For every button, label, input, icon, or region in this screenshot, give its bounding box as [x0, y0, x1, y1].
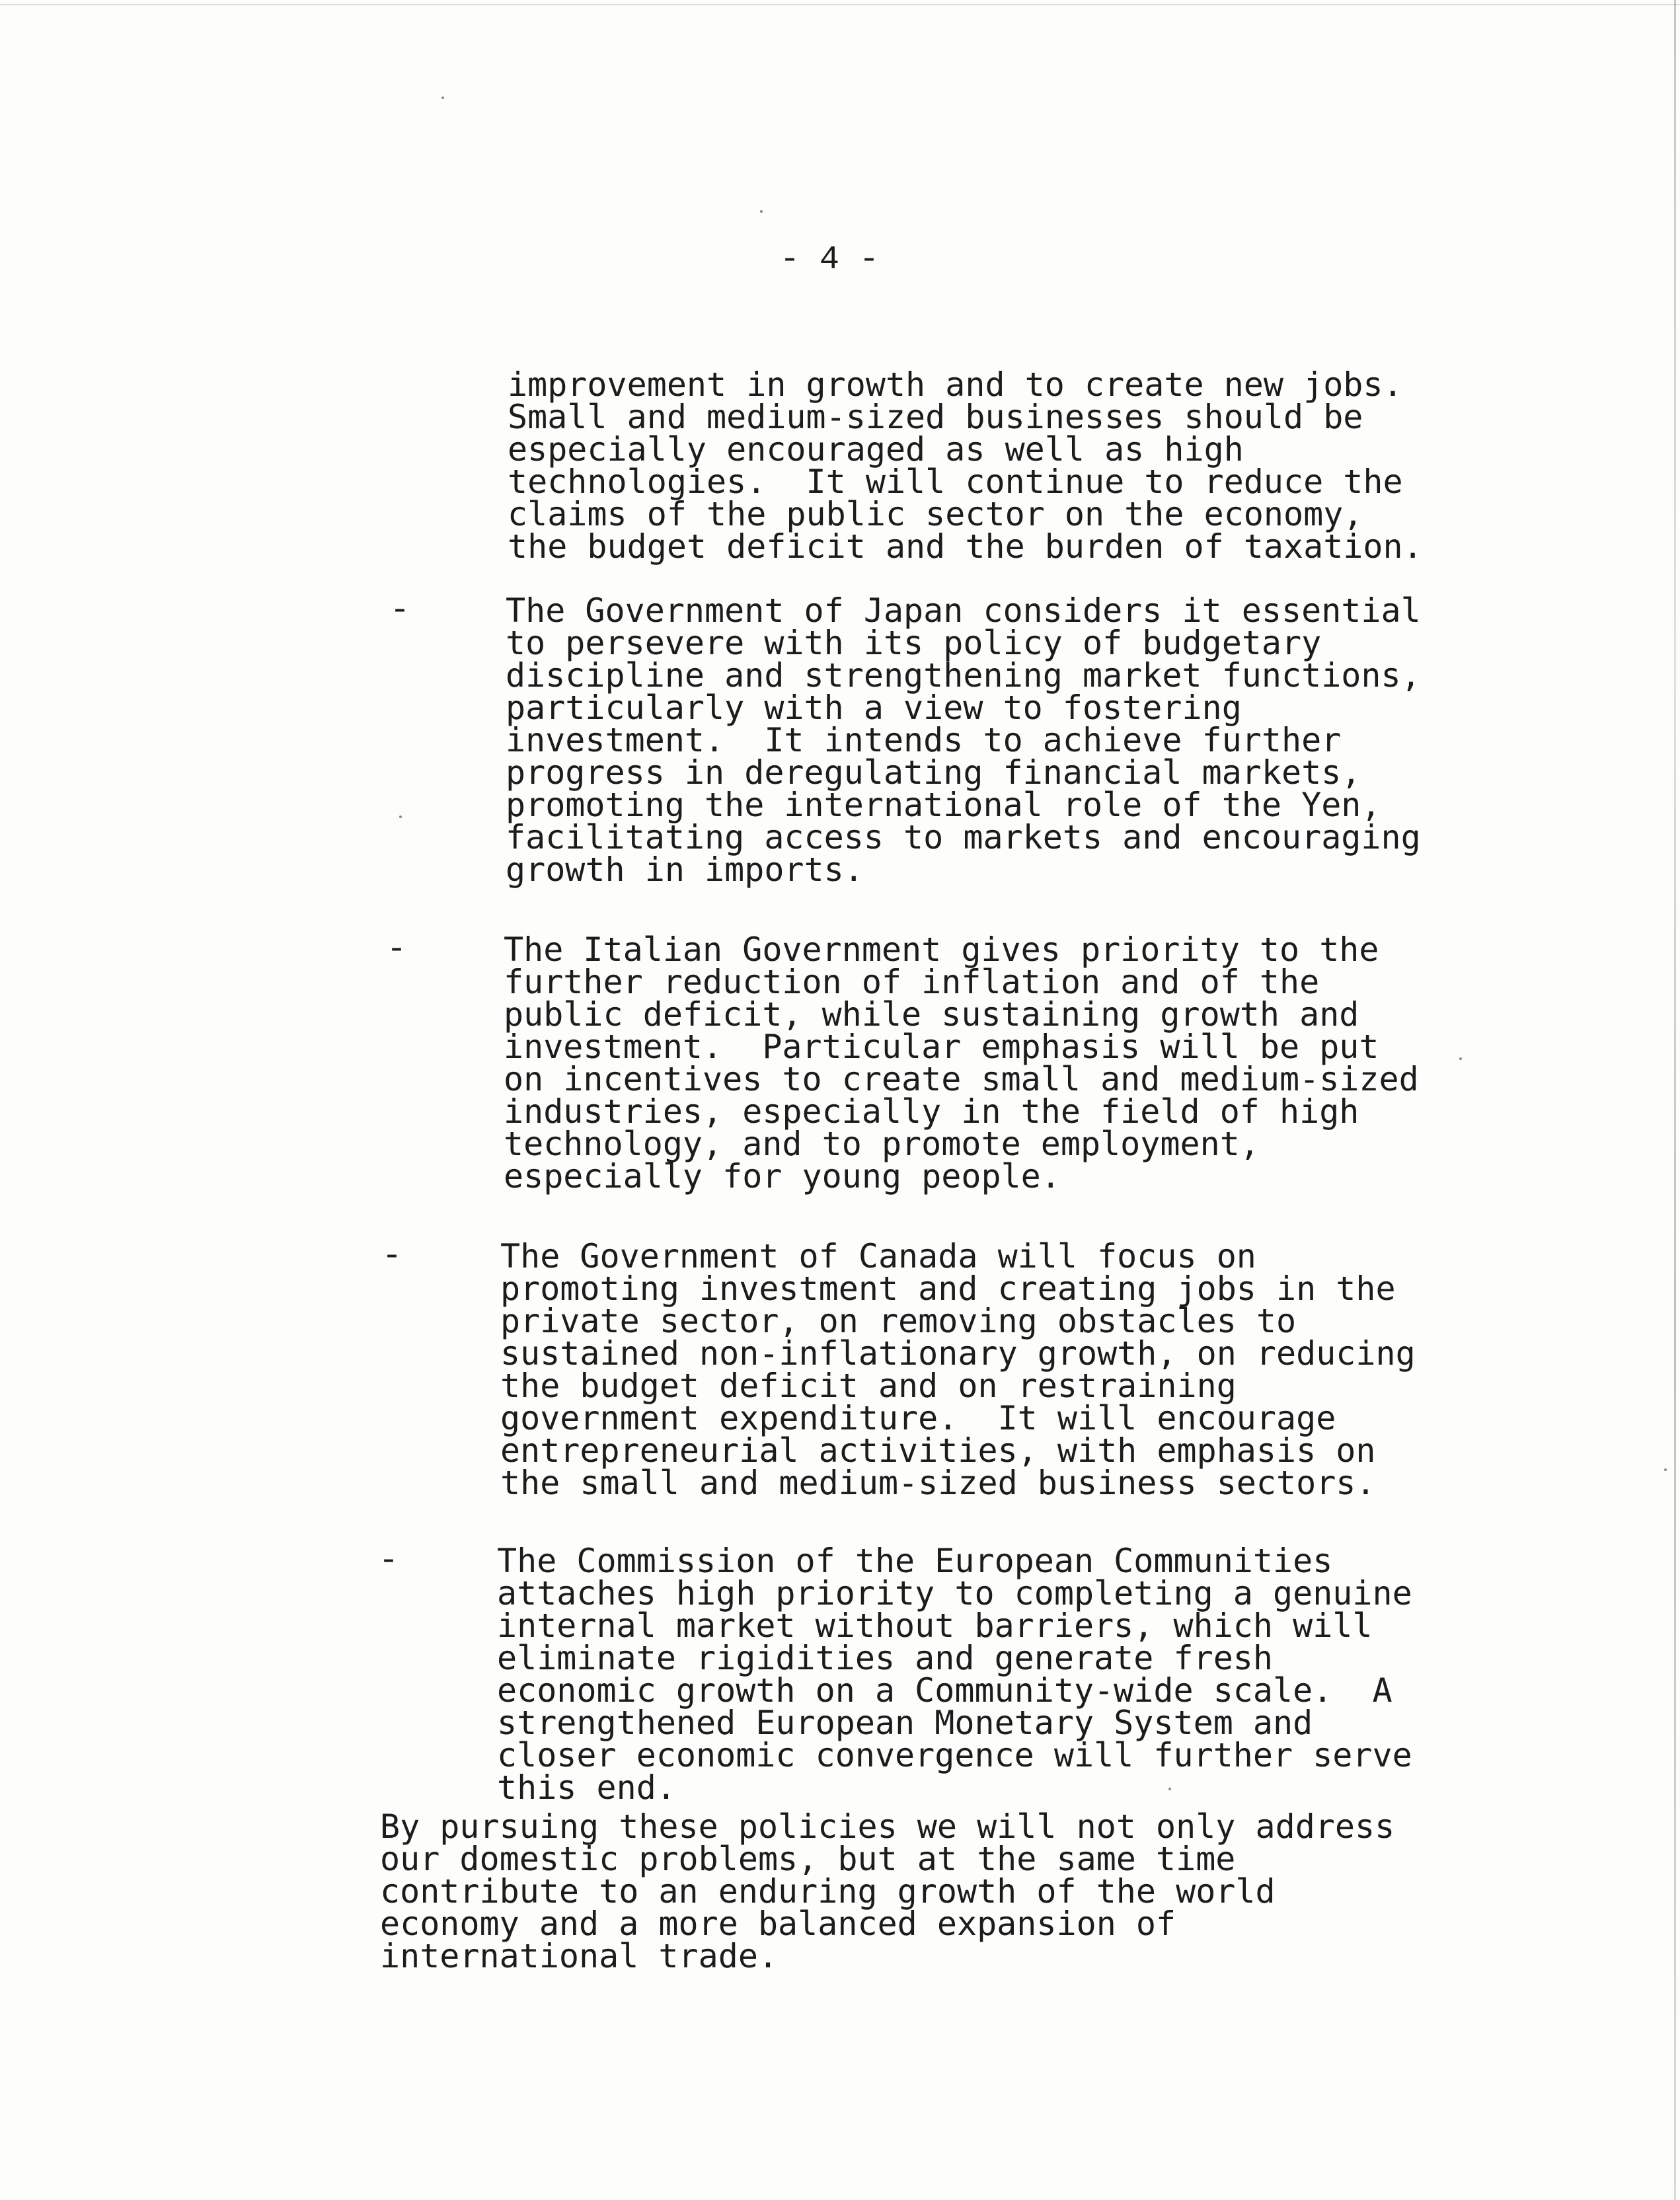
paragraph-line: improvement in growth and to create new jobs.: [508, 365, 1403, 404]
bullet-line: particularly with a view to fostering: [506, 689, 1242, 727]
bullet-item-canada: [500, 1237, 1416, 1502]
paragraph-line: Small and medium-sized businesses should be: [508, 398, 1363, 436]
bullet-line: progress in deregulating financial markets,: [506, 753, 1361, 792]
bullet-dash: -: [387, 931, 407, 969]
bullet-line: especially for young people.: [504, 1157, 1061, 1195]
bullet-dash: -: [390, 592, 410, 630]
bullet-line: The Commission of the European Communities: [497, 1542, 1333, 1580]
page-top-edge: [0, 4, 1680, 5]
paragraph-line: especially encouraged as well as high: [508, 430, 1244, 469]
bullet-line: The Italian Government gives priority to the: [504, 930, 1379, 969]
bullet-line: public deficit, while sustaining growth and: [504, 995, 1359, 1034]
bullet-dash: -: [379, 1542, 399, 1580]
paragraph-line: economy and a more balanced expansion of: [380, 1905, 1176, 1943]
bullet-line: The Government of Canada will focus on: [500, 1237, 1256, 1275]
closing-paragraph: [380, 1807, 1395, 1975]
paragraph-line: By pursuing these policies we will not only address: [380, 1807, 1395, 1846]
bullet-line: attaches high priority to completing a genuine: [497, 1574, 1412, 1612]
bullet-line: to persevere with its policy of budgetary: [506, 624, 1322, 662]
bullet-line: the budget deficit and on restraining: [500, 1367, 1237, 1405]
bullet-line: technology, and to promote employment,: [504, 1125, 1260, 1163]
bullet-line: private sector, on removing obstacles to: [500, 1302, 1297, 1340]
page-right-edge: [1674, 0, 1676, 2200]
paragraph-line: our domestic problems, but at the same time: [380, 1840, 1236, 1878]
bullet-line: facilitating access to markets and encouraging: [506, 818, 1421, 856]
scan-speck: [1664, 1468, 1667, 1471]
bullet-line: investment. Particular emphasis will be put: [504, 1028, 1379, 1066]
scan-speck: [399, 816, 402, 818]
scan-speck: [441, 96, 444, 99]
bullet-line: promoting the international role of the Yen,: [506, 786, 1381, 824]
bullet-line: the small and medium-sized business sectors.: [500, 1464, 1376, 1502]
bullet-line: further reduction of inflation and of the: [504, 963, 1320, 1001]
bullet-line: strengthened European Monetary System and: [497, 1704, 1313, 1742]
bullet-item-european-communities: [497, 1542, 1412, 1807]
bullet-item-italy: [504, 930, 1419, 1195]
bullet-line: growth in imports.: [506, 851, 864, 889]
scan-speck: [1459, 1057, 1462, 1060]
bullet-line: internal market without barriers, which will: [497, 1607, 1373, 1645]
paragraph-line: international trade.: [380, 1937, 779, 1975]
bullet-line: on incentives to create small and medium-sized: [504, 1060, 1419, 1098]
bullet-line: investment. It intends to achieve further: [506, 721, 1342, 759]
paragraph-line: technologies. It will continue to reduce the: [508, 463, 1403, 501]
paragraph-line: contribute to an enduring growth of the world: [380, 1872, 1276, 1911]
page-number: - 4 -: [780, 241, 880, 279]
bullet-dash: -: [382, 1238, 402, 1275]
bullet-line: closer economic convergence will further serve: [497, 1736, 1412, 1774]
scan-speck: [1168, 1788, 1171, 1790]
bullet-line: eliminate rigidities and generate fresh: [497, 1639, 1273, 1677]
bullet-line: industries, especially in the field of high: [504, 1092, 1359, 1131]
bullet-line: economic growth on a Community-wide scale. A: [497, 1671, 1393, 1710]
paragraph-line: the budget deficit and the burden of taxation.: [508, 527, 1423, 566]
paragraph-line: claims of the public sector on the economy,: [508, 495, 1363, 533]
scan-speck: [760, 210, 763, 213]
bullet-line: entrepreneurial activities, with emphasis on: [500, 1431, 1376, 1470]
bullet-line: The Government of Japan considers it essential: [506, 591, 1421, 630]
bullet-line: discipline and strengthening market functions,: [506, 656, 1421, 695]
continuation-paragraph: [508, 365, 1423, 566]
bullet-line: this end.: [497, 1768, 676, 1807]
bullet-line: sustained non-inflationary growth, on reducing: [500, 1334, 1416, 1373]
bullet-item-japan: [506, 591, 1421, 889]
bullet-line: government expenditure. It will encourage: [500, 1399, 1336, 1437]
bullet-line: promoting investment and creating jobs in the: [500, 1270, 1396, 1308]
